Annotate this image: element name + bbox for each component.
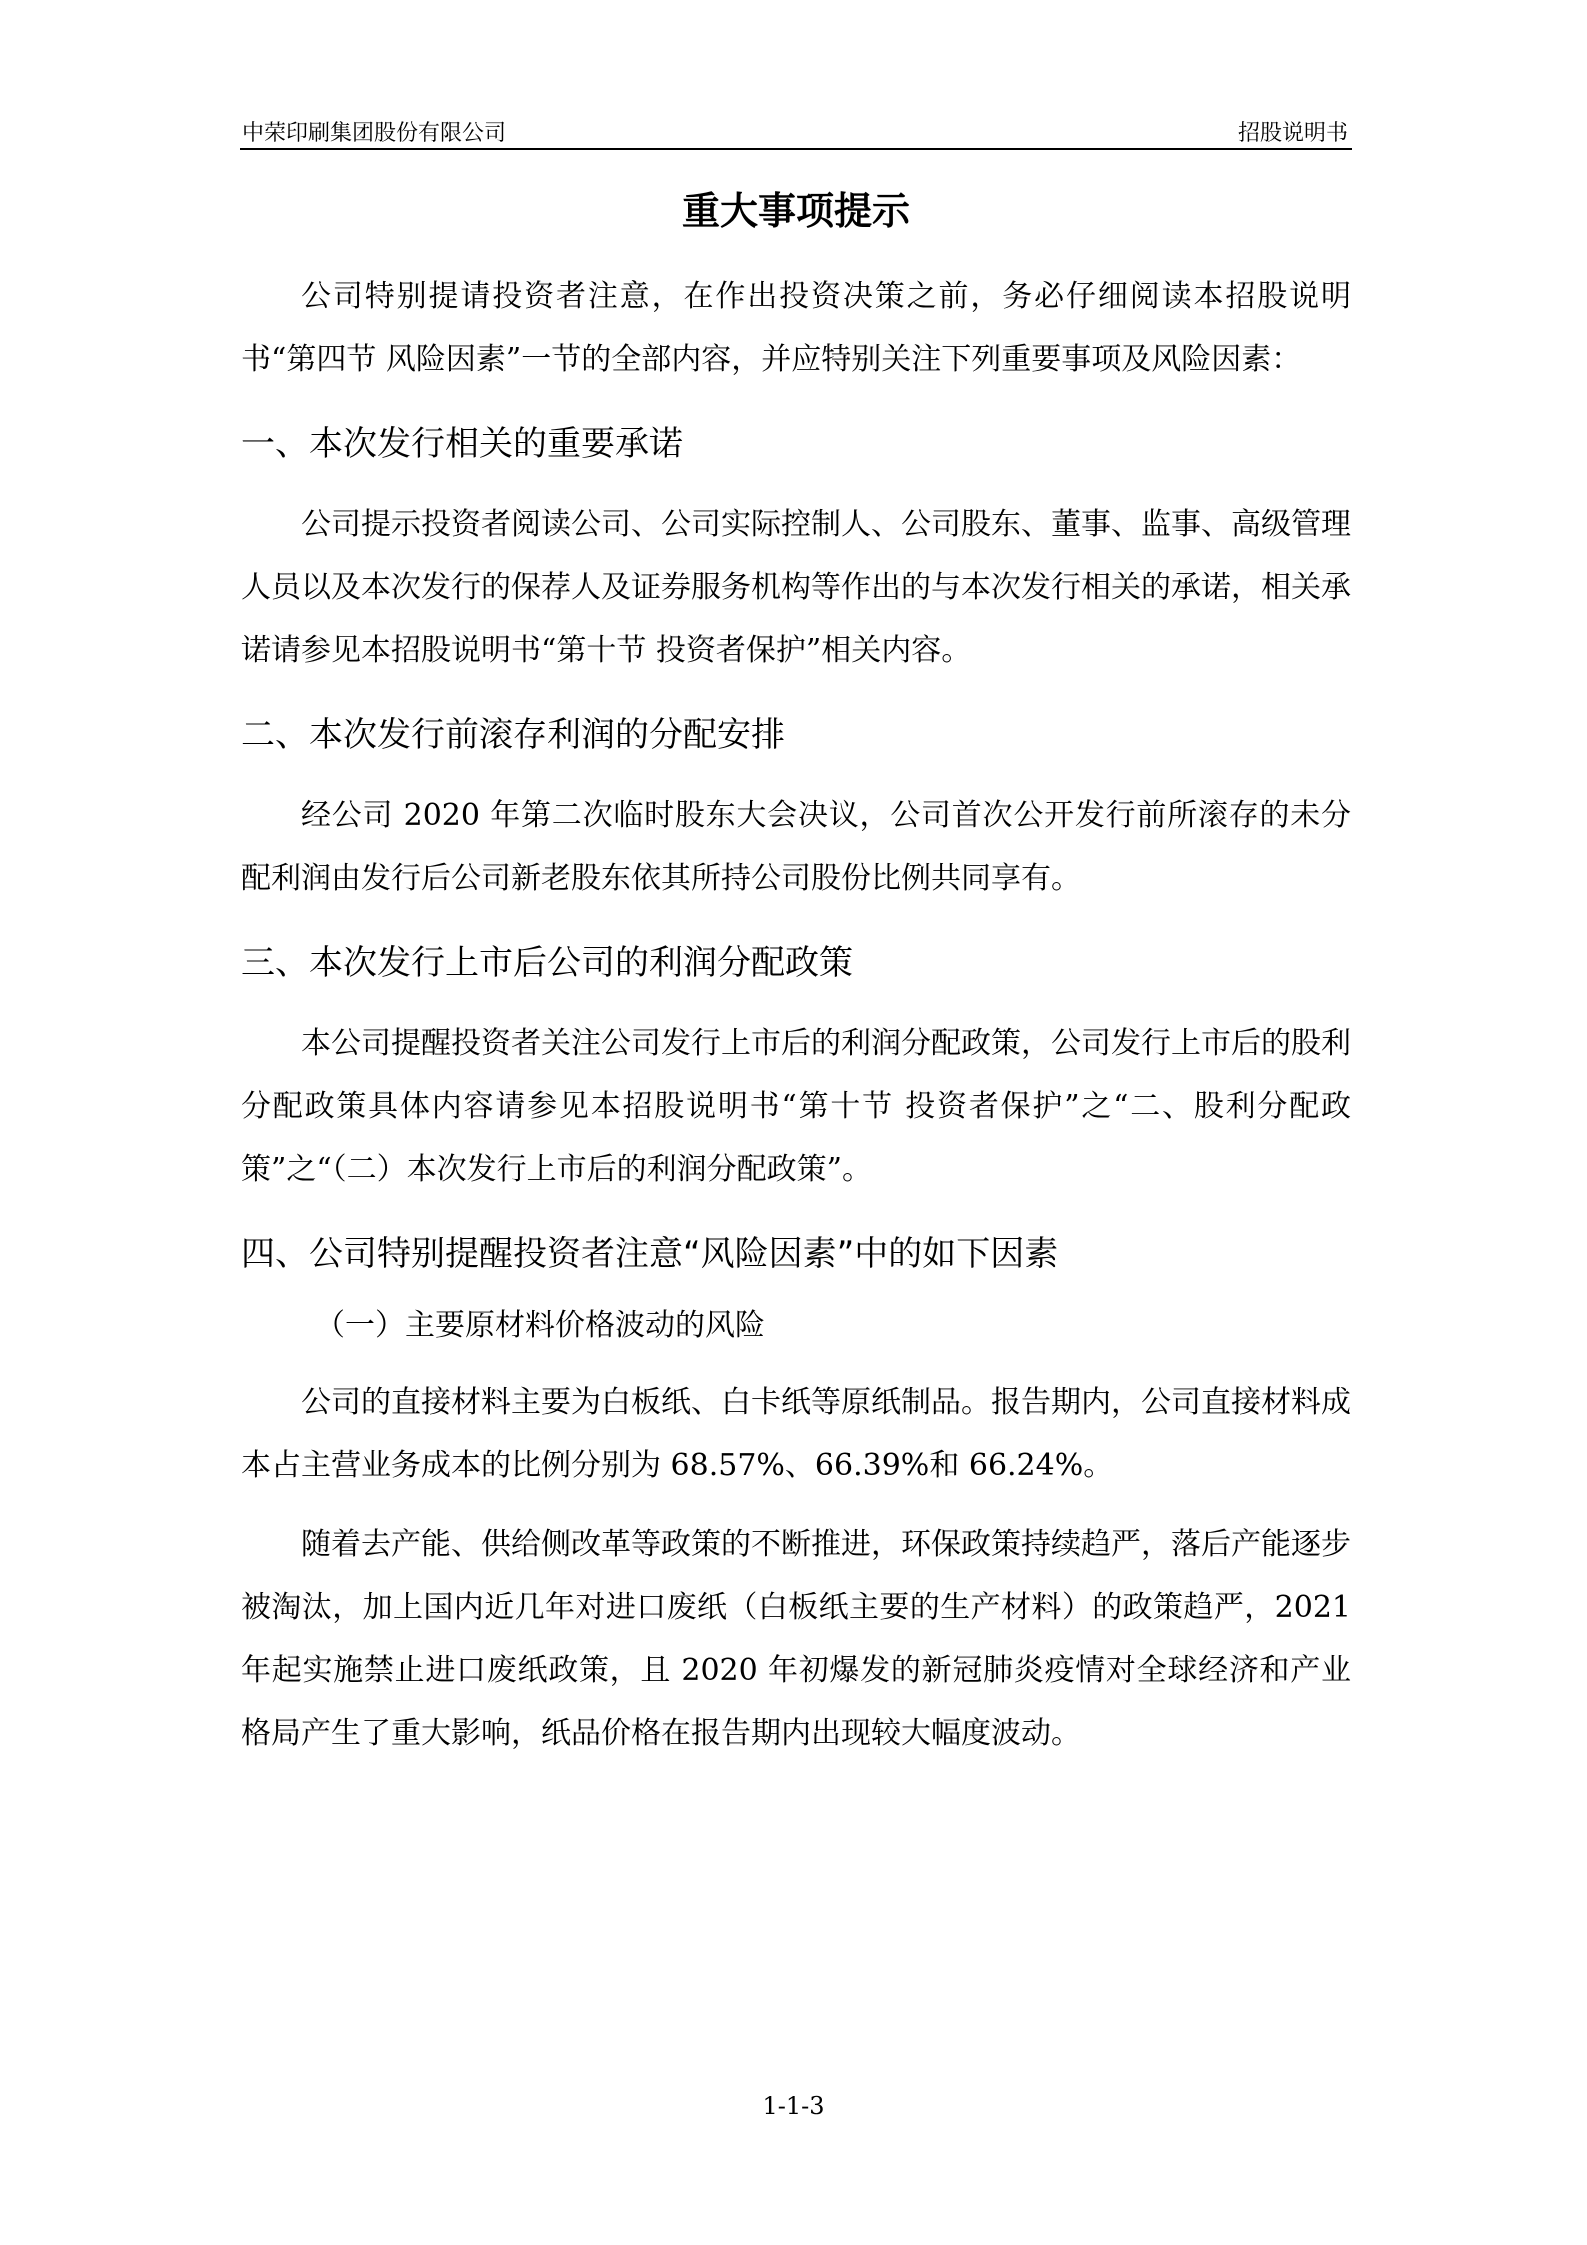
section-3-paragraph: 本公司提醒投资者关注公司发行上市后的利润分配政策，公司发行上市后的股利分配政策具体内容请参见本招股说明书“第十节 投资者保护”之“二、股利分配政策”之“（二）本次发行上市后的利润分配政策”。 xyxy=(241,1026,1351,1187)
subsection-heading-4-1: （一）主要原材料价格波动的风险 xyxy=(315,1308,765,1343)
header-document-type: 招股说明书 xyxy=(1237,121,1348,146)
section-heading-4: 四、公司特别提醒投资者注意“风险因素”中的如下因素 xyxy=(241,1234,1059,1274)
subsection-4-1-paragraph-1: 公司的直接材料主要为白板纸、白卡纸等原纸制品。报告期内，公司直接材料成本占主营业务成本的比例分别为 68.57%、66.39%和 66.24%。 xyxy=(241,1385,1351,1483)
document-body xyxy=(241,185,1351,1765)
page-number: 1-1-3 xyxy=(762,2092,825,2120)
section-2-paragraph: 经公司 2020 年第二次临时股东大会决议，公司首次公开发行前所滚存的未分配利润由发行后公司新老股东依其所持公司股份比例共同享有。 xyxy=(241,798,1351,896)
section-heading-3: 三、本次发行上市后公司的利润分配政策 xyxy=(241,943,853,983)
section-1-paragraph: 公司提示投资者阅读公司、公司实际控制人、公司股东、董事、监事、高级管理人员以及本次发行的保荐人及证券服务机构等作出的与本次发行相关的承诺，相关承诺请参见本招股说明书“第十节 投资者保护”相关内容。 xyxy=(241,507,1351,668)
header-company-name: 中荣印刷集团股份有限公司 xyxy=(242,121,507,146)
subsection-4-1-paragraph-2: 随着去产能、供给侧改革等政策的不断推进，环保政策持续趋严，落后产能逐步被淘汰，加上国内近几年对进口废纸（白板纸主要的生产材料）的政策趋严，2021 年起实施禁止进口废纸政策，且 2020 年初爆发的新冠肺炎疫情对全球经济和产业格局产生了重大影响，纸品价格在报告期内出现较大幅度波动。 xyxy=(241,1527,1351,1751)
document-title: 重大事项提示 xyxy=(681,189,910,233)
section-heading-1: 一、本次发行相关的重要承诺 xyxy=(241,424,683,464)
page-header xyxy=(240,112,1352,150)
section-heading-2: 二、本次发行前滚存利润的分配安排 xyxy=(241,715,785,755)
intro-paragraph: 公司特别提请投资者注意，在作出投资决策之前，务必仔细阅读本招股说明书“第四节 风险因素”一节的全部内容，并应特别关注下列重要事项及风险因素： xyxy=(241,279,1351,377)
